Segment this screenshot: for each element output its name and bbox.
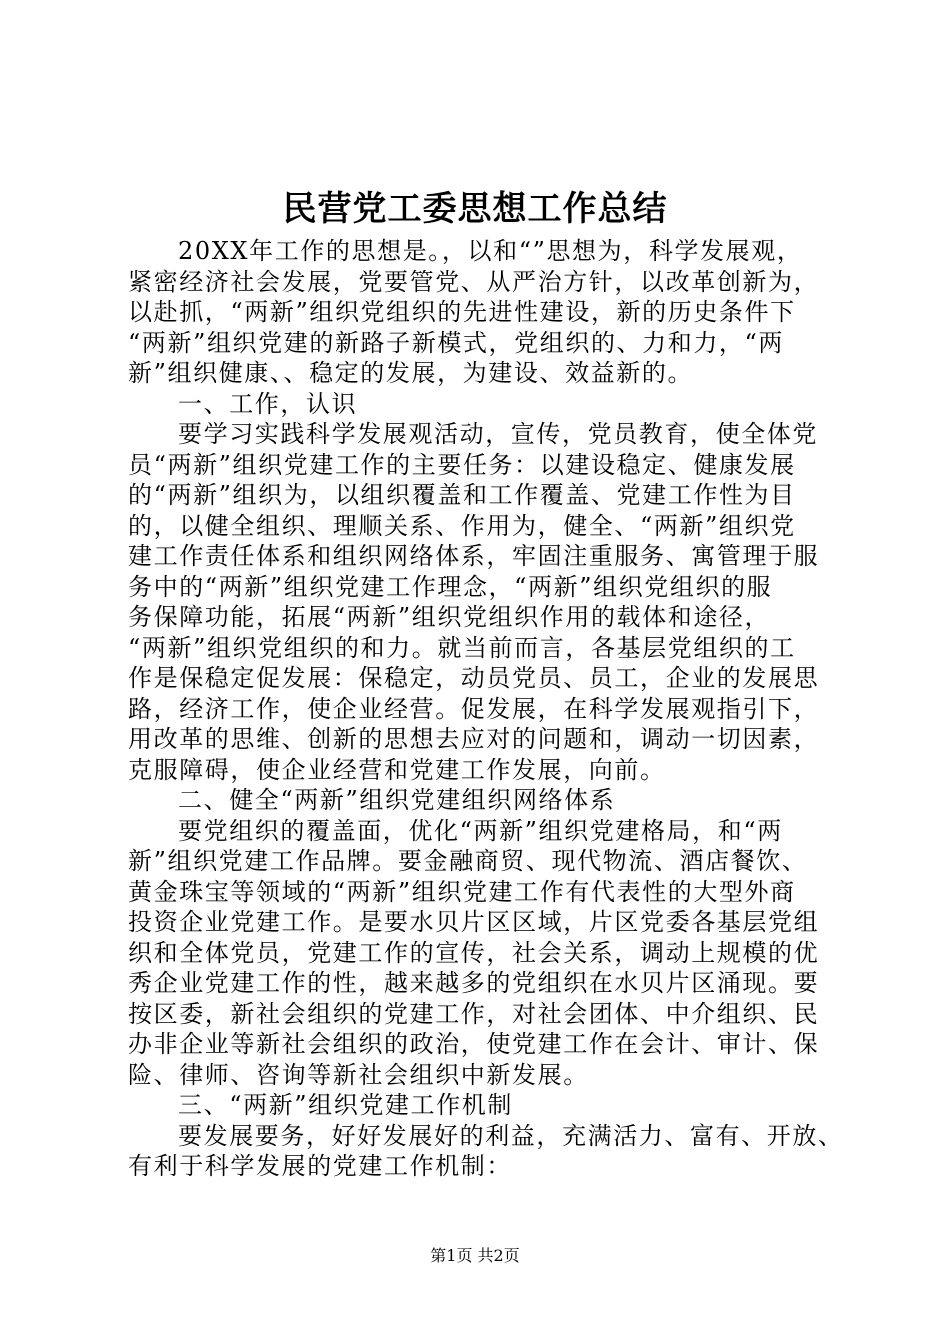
paragraph-2-line-9: 险、律师、咨询等新社会组织中新发展。: [128, 1060, 589, 1089]
page-number-footer: 第1页 共2页: [430, 1246, 520, 1265]
paragraph-1-line-7: 务保障功能，拓展“两新”组织党组织作用的载体和途径，: [128, 603, 771, 631]
document-title: 民营党工委思想工作总结: [282, 189, 668, 229]
document-body: [128, 236, 848, 1182]
section-heading-1: 一、工作，认识: [178, 389, 358, 418]
paragraph-2-line-7: 按区委，新社会组织的党建工作，对社会团体、中介组织、民: [128, 999, 820, 1028]
paragraph-2-line-6: 秀企业党建工作的性，越来越多的党组织在水贝片区涌现。要: [128, 969, 820, 997]
paragraph-1-line-11: 用改革的思维、创新的思想去应对的问题和，调动一切因素，: [128, 725, 820, 753]
paragraph-3-line-1: 要发展要务，好好发展好的利益，充满活力、富有、开放、: [178, 1121, 844, 1150]
paragraph-intro-line-3: 以赴抓，“两新”组织党组织的先进性建设，新的历史条件下: [128, 298, 796, 326]
paragraph-1-line-1: 要学习实践科学发展观活动，宣传，党员教育，使全体党: [178, 420, 818, 448]
paragraph-1-line-10: 路，经济工作，使企业经营。促发展，在科学发展观指引下，: [128, 694, 820, 723]
paragraph-2-line-2: 新”组织党建工作品牌。要金融商贸、现代物流、酒店餐饮、: [128, 847, 808, 875]
paragraph-3-line-2: 有利于科学发展的党建工作机制：: [128, 1152, 512, 1180]
paragraph-1-line-8: “两新”组织党组织的和力。就当前而言，各基层党组织的工: [128, 633, 796, 662]
paragraph-2-line-4: 投资企业党建工作。是要水贝片区区域，片区党委各基层党组: [128, 908, 820, 936]
paragraph-1-line-5: 建工作责任体系和组织网络体系，牢固注重服务、寓管理于服: [128, 542, 820, 570]
paragraph-2-line-3: 黄金珠宝等领域的“两新”组织党建工作有代表性的大型外商: [128, 877, 796, 906]
paragraph-2-line-8: 办非企业等新社会组织的政治，使党建工作在会计、审计、保: [128, 1030, 820, 1058]
paragraph-intro-line-1: 20XX年工作的思想是。，以和“”思想为，科学发展观，: [178, 237, 803, 265]
paragraph-1-line-4: 的，以健全组织、理顺关系、作用为，健全、“两新”组织党: [128, 511, 796, 540]
paragraph-1-line-3: 的“两新”组织为，以组织覆盖和工作覆盖、党建工作性为目: [128, 481, 796, 509]
paragraph-2-line-5: 织和全体党员，党建工作的宣传，社会关系，调动上规模的优: [128, 938, 820, 967]
paragraph-1-line-9: 作是保稳定促发展：保稳定，动员党员、员工，企业的发展思: [128, 664, 820, 692]
section-heading-2: 二、健全“两新”组织党建组织网络体系: [178, 786, 616, 814]
paragraph-intro-line-5: 新”组织健康、、稳定的发展，为建设、效益新的。: [128, 359, 694, 387]
paragraph-2-line-1: 要党组织的覆盖面，优化“两新”组织党建格局，和“两: [178, 816, 783, 845]
paragraph-intro-line-2: 紧密经济社会发展，党要管党、从严治方针，以改革创新为，: [128, 267, 820, 296]
paragraph-intro-line-4: “两新”组织党建的新路子新模式，党组织的、力和力，“两: [128, 328, 785, 357]
section-heading-3: 三、“两新”组织党建工作机制: [178, 1091, 513, 1119]
paragraph-1-line-2: 员“两新”组织党建工作的主要任务：以建设稳定、健康发展: [128, 450, 796, 479]
paragraph-1-line-12: 克服障碍，使企业经营和党建工作发展，向前。: [128, 755, 666, 784]
paragraph-1-line-6: 务中的“两新”组织党建工作理念，“两新”组织党组织的服: [128, 572, 773, 601]
